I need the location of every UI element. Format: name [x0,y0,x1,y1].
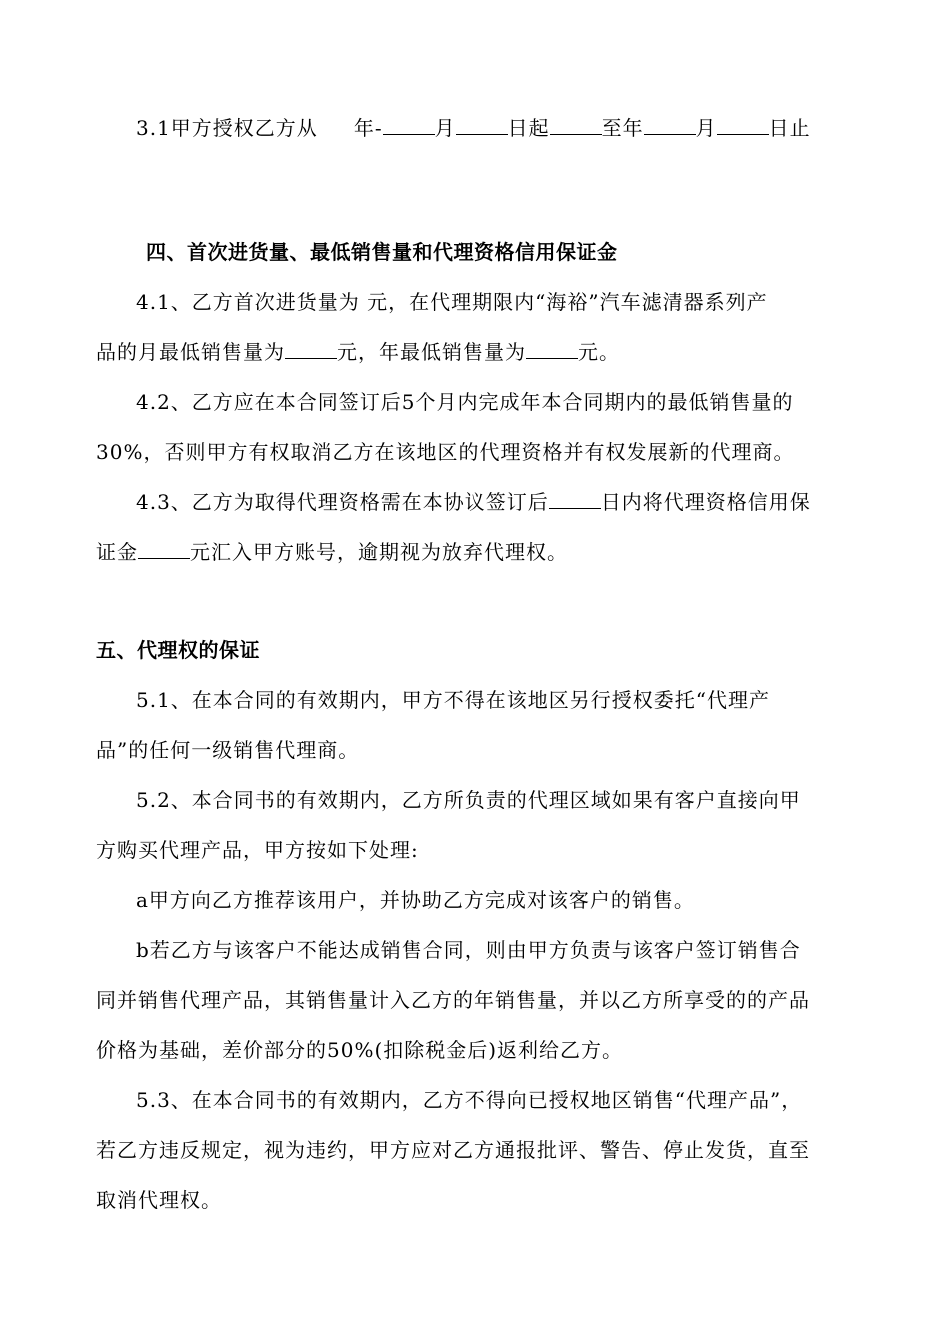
blank-days[interactable] [549,488,601,509]
clause-3-1-day-start: 日起 [507,116,550,140]
blank-yearly-min[interactable] [526,338,578,359]
blank-end-year[interactable] [550,114,602,135]
clause-5-1-line1: 5.1、在本合同的有效期内，甲方不得在该地区另行授权委托“代理产 [136,688,771,712]
clause-4-1-line2 [96,338,620,366]
clause-5-3-line3: 取消代理权。 [96,1188,222,1212]
clause-4-2-line1: 4.2、乙方应在本合同签订后5个月内完成年本合同期内的最低销售量的 [136,390,794,414]
clause-5-3-line1: 5.3、在本合同书的有效期内，乙方不得向已授权地区销售“代理产品”， [136,1088,803,1112]
clause-4-2-line2: 30%，否则甲方有权取消乙方在该地区的代理资格并有权发展新的代理商。 [96,440,795,464]
clause-4-3-text-b: 日内将代理资格信用保 [600,490,811,514]
clause-4-3-line1 [136,488,811,516]
blank-end-month[interactable] [644,114,696,135]
clause-3-1 [136,114,811,142]
blank-start-day[interactable] [456,114,508,135]
clause-4-3-text-c: 证金 [96,540,138,564]
clause-4-1-text-a: 品的月最低销售量为 [96,340,285,364]
clause-4-3-text-d: 元汇入甲方账号，逾期视为放弃代理权。 [190,540,568,564]
clause-5-2-line2: 方购买代理产品，甲方按如下处理: [96,838,419,862]
section-5-title: 五、代理权的保证 [96,638,260,662]
clause-5-2-item-b-line1: b若乙方与该客户不能达成销售合同，则由甲方负责与该客户签订销售合 [136,938,801,962]
clause-3-1-to-year: 至年 [601,116,644,140]
clause-3-1-lead: 3.1甲方授权乙方从 [136,116,318,140]
clause-3-1-month1: 月 [434,116,456,140]
clause-4-1-text-b: 元，年最低销售量为 [337,340,526,364]
blank-monthly-min[interactable] [285,338,337,359]
clause-3-1-dash: - [374,116,383,140]
blank-deposit[interactable] [138,538,190,559]
blank-end-day[interactable] [717,114,769,135]
clause-4-3-line2 [96,538,568,566]
clause-3-1-year: 年 [353,116,375,140]
clause-5-2-item-b-line3: 价格为基础，差价部分的50%(扣除税金后)返利给乙方。 [96,1038,624,1062]
clause-4-3-text-a: 4.3、乙方为取得代理资格需在本协议签订后 [136,490,549,514]
clause-5-2-item-a: a甲方向乙方推荐该用户，并协助乙方完成对该客户的销售。 [136,888,695,912]
clause-5-2-item-b-line2: 同并销售代理产品，其销售量计入乙方的年销售量，并以乙方所享受的的产品 [96,988,810,1012]
clause-4-1-text-c: 元。 [578,340,620,364]
blank-start-month[interactable] [383,114,435,135]
clause-3-1-day-end: 日止 [768,116,811,140]
section-4-title: 四、首次进货量、最低销售量和代理资格信用保证金 [146,240,618,264]
clause-3-1-month2: 月 [695,116,717,140]
clause-5-1-line2: 品”的任何一级销售代理商。 [96,738,360,762]
clause-5-2-line1: 5.2、本合同书的有效期内，乙方所负责的代理区域如果有客户直接向甲 [136,788,801,812]
clause-5-3-line2: 若乙方违反规定，视为违约，甲方应对乙方通报批评、警告、停止发货，直至 [96,1138,810,1162]
clause-4-1-line1: 4.1、乙方首次进货量为 元，在代理期限内“海裕”汽车滤清器系列产 [136,290,768,314]
